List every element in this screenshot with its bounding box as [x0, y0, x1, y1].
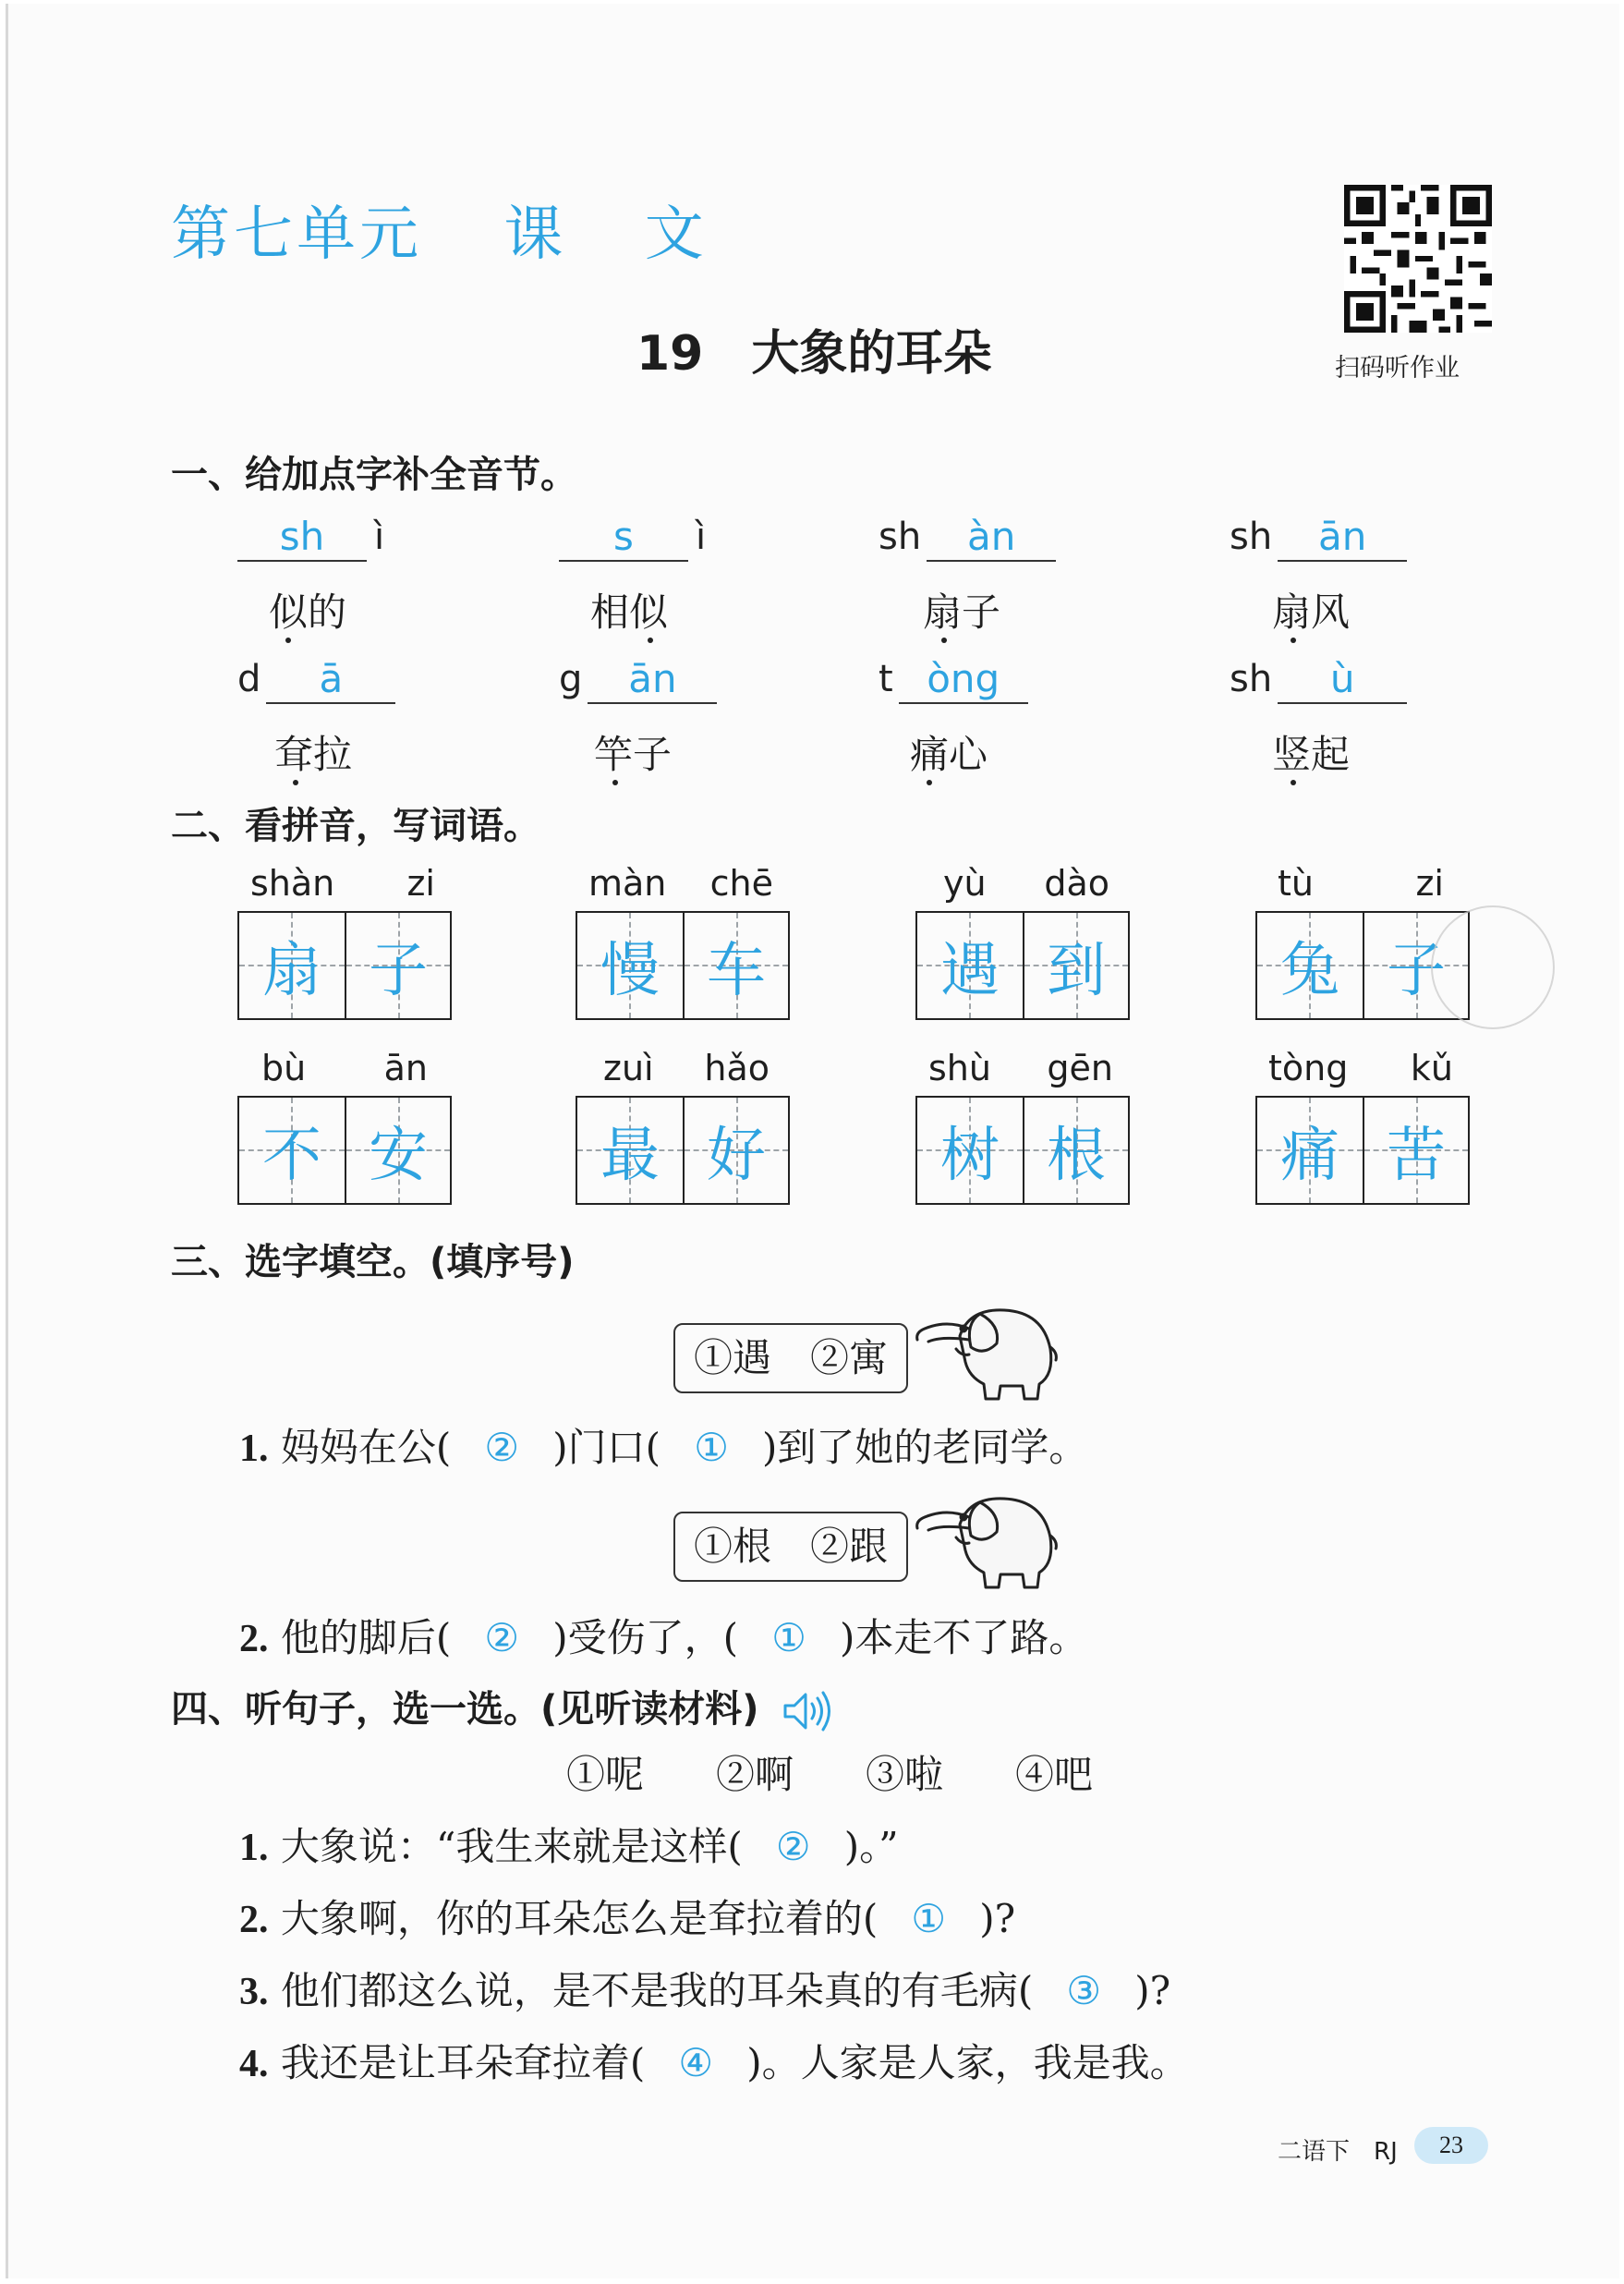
pinyin-syllable: zi — [406, 863, 435, 904]
pinyin-syllable: zuì — [603, 1048, 654, 1088]
answer-fill[interactable]: ① — [911, 1896, 947, 1941]
sentence-part: )到了她的老同学。 — [762, 1425, 1088, 1470]
pinyin-item — [559, 656, 717, 704]
lesson-title: 19 大象的耳朵 — [636, 326, 992, 382]
emphasis-dot — [927, 780, 932, 785]
pinyin-syllable: hǎo — [704, 1048, 770, 1088]
sentence-part: )。人家是人家，我是我。 — [746, 2040, 1189, 2085]
qr-caption: 扫码听作业 — [1335, 354, 1460, 383]
pinyin-syllable: dào — [1044, 863, 1109, 904]
word-grid-item — [237, 1048, 452, 1205]
elephant-icon — [904, 1292, 1061, 1404]
word-grid-item — [237, 863, 452, 1020]
option-box: ①遇 ②寓 — [673, 1323, 908, 1393]
written-char: 痛 — [1280, 1122, 1339, 1190]
question-number: 2. — [239, 1618, 269, 1660]
word-grid-item — [915, 863, 1137, 1020]
written-char: 不 — [262, 1122, 321, 1190]
sentence-part: 他的脚后( — [268, 1615, 452, 1660]
sentence-part: 大象啊，你的耳朵怎么是耷拉着的( — [268, 1896, 879, 1941]
written-char: 根 — [1047, 1122, 1106, 1190]
written-char: 好 — [707, 1122, 766, 1190]
sentence-part: )? — [1134, 1968, 1171, 2013]
answer-fill[interactable]: ① — [771, 1615, 806, 1660]
sentence-part: )本走不了路。 — [840, 1615, 1088, 1660]
target-word: 耷拉 — [274, 732, 353, 777]
sentence-part: )。” — [843, 1824, 899, 1869]
page-number: 23 — [1414, 2127, 1488, 2164]
section-4-heading-text: 四、听句子，选一选。(见听读材料) — [171, 1688, 759, 1731]
footer-label: 二语下 RJ — [1278, 2138, 1398, 2166]
workbook-page — [6, 4, 1619, 2278]
pinyin-item — [1230, 514, 1407, 562]
answer-blank[interactable]: sh — [237, 514, 367, 562]
word-grid-item — [1255, 1048, 1470, 1205]
answer-blank[interactable]: ù — [1278, 656, 1407, 704]
tianzige-grid[interactable] — [237, 1096, 452, 1205]
word-grid-item — [576, 1048, 797, 1205]
pinyin-item — [879, 514, 1056, 562]
written-char: 安 — [369, 1122, 428, 1190]
question-sentence — [239, 1816, 899, 1872]
word-grid-item — [576, 863, 790, 1020]
emphasis-dot — [1291, 638, 1296, 643]
tianzige-grid[interactable] — [915, 1096, 1130, 1205]
written-char: 遇 — [940, 937, 1000, 1005]
option-list — [566, 1744, 1165, 1800]
answer-fill[interactable]: ③ — [1066, 1968, 1102, 2013]
option-item: ①呢 — [566, 1752, 645, 1797]
elephant-icon — [904, 1480, 1061, 1593]
pinyin-item — [237, 656, 395, 704]
pinyin-fixed: sh — [1230, 658, 1273, 700]
pinyin-syllable: zi — [1415, 863, 1444, 904]
option-box: ①根 ②跟 — [673, 1512, 908, 1582]
target-word: 痛心 — [910, 732, 988, 777]
pinyin-syllable: ān — [383, 1048, 428, 1088]
sentence-part: )受伤了，( — [552, 1615, 739, 1660]
answer-fill[interactable]: ② — [484, 1615, 520, 1660]
sentence-part: 大象说：“我生来就是这样( — [268, 1824, 743, 1869]
sentence-part: 妈妈在公( — [268, 1425, 452, 1470]
tianzige-grid[interactable] — [1255, 1096, 1470, 1205]
question-number: 1. — [239, 1428, 269, 1470]
target-word: 竖起 — [1272, 732, 1351, 777]
pinyin-fixed: t — [879, 658, 893, 700]
word-grid-item — [915, 1048, 1130, 1205]
sentence-part: )门口( — [552, 1425, 661, 1470]
question-sentence — [239, 1889, 1015, 1944]
pinyin-syllable: màn — [588, 863, 667, 904]
written-char: 兔 — [1280, 937, 1339, 1005]
answer-blank[interactable]: s — [559, 514, 688, 562]
question-number: 4. — [239, 2043, 269, 2085]
written-char: 车 — [707, 937, 766, 1005]
written-char: 苦 — [1387, 1122, 1446, 1190]
pinyin-syllable: yù — [943, 863, 987, 904]
pinyin-fixed: sh — [1230, 516, 1273, 558]
answer-blank[interactable]: ā — [266, 656, 395, 704]
emphasis-dot — [941, 638, 947, 643]
pinyin-item — [879, 656, 1028, 704]
option-item: ③啦 — [866, 1752, 944, 1797]
emphasis-dot — [285, 638, 291, 643]
target-word: 似的 — [269, 589, 347, 635]
qr-code-icon[interactable] — [1344, 185, 1492, 333]
pinyin-syllable: chē — [709, 863, 773, 904]
sentence-part: 他们都这么说，是不是我的耳朵真的有毛病( — [268, 1968, 1034, 2013]
answer-fill[interactable]: ② — [484, 1425, 520, 1470]
unit-title-part: 课 — [503, 200, 567, 269]
section-1-heading: 一、给加点字补全音节。 — [171, 454, 577, 496]
pinyin-syllable: shàn — [250, 863, 335, 904]
written-char: 到 — [1047, 937, 1106, 1005]
unit-title-part: 第七单元 — [171, 200, 422, 269]
pinyin-item — [559, 514, 706, 562]
pinyin-syllable: tòng — [1268, 1048, 1349, 1088]
pinyin-fixed: ì — [696, 516, 707, 558]
written-char: 慢 — [600, 937, 660, 1005]
unit-title — [171, 187, 708, 272]
sentence-part: 我还是让耳朵耷拉着( — [268, 2040, 646, 2085]
unit-title-part: 文 — [644, 200, 708, 269]
pinyin-fixed: g — [559, 658, 583, 700]
question-sentence — [239, 1961, 1170, 2016]
tianzige-grid[interactable] — [237, 911, 452, 1020]
section-3-heading: 三、选字填空。(填序号) — [171, 1241, 575, 1283]
tianzige-grid[interactable] — [915, 911, 1130, 1020]
written-char: 子 — [1387, 937, 1446, 1005]
emphasis-dot — [648, 638, 653, 643]
target-word: 竿子 — [594, 732, 673, 777]
written-char: 树 — [940, 1122, 1000, 1190]
pinyin-syllable: bù — [261, 1048, 307, 1088]
tianzige-grid[interactable] — [576, 911, 790, 1020]
speaker-icon[interactable] — [782, 1689, 833, 1733]
answer-blank[interactable]: ān — [588, 656, 717, 704]
option-item: ④吧 — [1015, 1752, 1094, 1797]
question-number: 2. — [239, 1899, 269, 1941]
pinyin-syllable: tù — [1278, 863, 1314, 904]
pinyin-item — [1230, 656, 1407, 704]
answer-fill[interactable]: ① — [694, 1425, 729, 1470]
target-word: 扇风 — [1272, 589, 1351, 635]
target-word: 相似 — [590, 589, 669, 635]
answer-fill[interactable]: ② — [775, 1824, 811, 1869]
pinyin-syllable: shù — [928, 1048, 991, 1088]
tianzige-grid[interactable] — [576, 1096, 790, 1205]
written-char: 子 — [369, 937, 428, 1005]
pinyin-fixed: ì — [374, 516, 385, 558]
emphasis-dot — [293, 780, 298, 785]
pinyin-syllable: gēn — [1047, 1048, 1113, 1088]
answer-fill[interactable]: ④ — [678, 2040, 714, 2085]
emphasis-dot — [1291, 780, 1296, 785]
watermark-stamp — [1431, 905, 1555, 1029]
emphasis-dot — [612, 780, 618, 785]
answer-blank[interactable]: àn — [927, 514, 1056, 562]
section-4-heading — [171, 1680, 833, 1733]
question-sentence — [239, 1608, 1087, 1663]
pinyin-syllable: kǔ — [1410, 1048, 1453, 1088]
question-sentence — [239, 1417, 1087, 1473]
answer-blank[interactable]: òng — [899, 656, 1028, 704]
sentence-part: )? — [979, 1896, 1016, 1941]
section-2-heading: 二、看拼音，写词语。 — [171, 805, 540, 847]
question-sentence — [239, 2033, 1189, 2088]
target-word: 扇子 — [923, 589, 1001, 635]
question-number: 1. — [239, 1827, 269, 1869]
written-char: 扇 — [262, 937, 321, 1005]
answer-blank[interactable]: ān — [1278, 514, 1407, 562]
pinyin-fixed: d — [237, 658, 261, 700]
question-number: 3. — [239, 1971, 269, 2013]
pinyin-item — [237, 514, 384, 562]
written-char: 最 — [600, 1122, 660, 1190]
pinyin-fixed: sh — [879, 516, 922, 558]
option-item: ②啊 — [716, 1752, 794, 1797]
